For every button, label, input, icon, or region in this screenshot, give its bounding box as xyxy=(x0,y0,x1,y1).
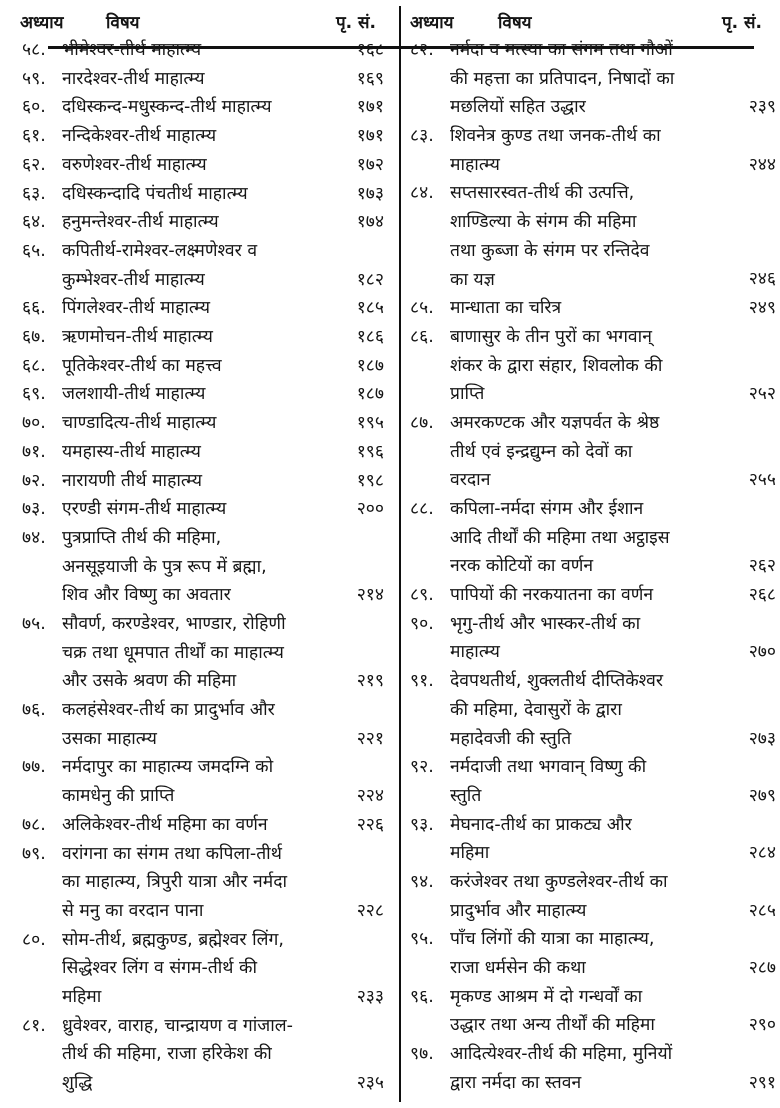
page-number: १६९ xyxy=(356,68,384,89)
chapter-number: ५८. xyxy=(22,40,46,60)
chapter-title-line: वरदान xyxy=(450,470,491,491)
toc-entry xyxy=(22,753,384,810)
chapter-title-line: वरुणेश्वर-तीर्थ माहात्म्य xyxy=(62,154,207,175)
page-number: १८५ xyxy=(356,298,384,319)
chapter-title-line: नर्मदा व मत्स्या का संगम तथा गौओं xyxy=(450,40,673,60)
chapter-title-line: शाण्डिल्या के संगम की महिमा xyxy=(450,212,637,233)
chapter-title-line: की महिमा, देवासुरों के द्वारा xyxy=(450,699,622,720)
toc-entry xyxy=(410,495,776,581)
chapter-title-line: का यज्ञ xyxy=(450,269,495,290)
chapter-title-line: शंकर के द्वारा संहार, शिवलोक की xyxy=(450,355,663,376)
chapter-number: ६७. xyxy=(22,327,46,347)
subject-column-header-right: विषय xyxy=(498,13,532,33)
page-number: १७३ xyxy=(356,183,384,204)
page-column-header-right: पृ. सं. xyxy=(722,13,762,33)
page-number: २९१ xyxy=(748,1072,776,1093)
toc-entry xyxy=(22,495,384,524)
chapter-number: ६६. xyxy=(22,298,46,319)
chapter-title-line: बाणासुर के तीन पुरों का भगवान् xyxy=(450,326,652,347)
page-number: १९६ xyxy=(356,441,384,462)
toc-entry xyxy=(22,696,384,753)
chapter-number: ८९. xyxy=(410,585,434,606)
page-number: २४९ xyxy=(748,298,776,319)
chapter-title-line: शुद्धि xyxy=(62,1073,93,1093)
page-number: २७० xyxy=(748,642,776,663)
page-number: २४४ xyxy=(748,154,776,175)
page-number: २८५ xyxy=(748,900,776,921)
chapter-title-line: कामधेनु की प्राप्ति xyxy=(62,786,175,807)
chapter-title-line: दधिस्कन्दादि पंचतीर्थ माहात्म्य xyxy=(62,183,248,204)
toc-entry xyxy=(22,294,384,323)
chapter-number: ७५. xyxy=(22,613,46,634)
chapter-number: ७८. xyxy=(22,814,46,835)
chapter-number: ८६. xyxy=(410,326,434,347)
chapter-number: ९४. xyxy=(410,871,434,892)
page-number: २८७ xyxy=(748,958,776,979)
chapter-title-line: अमरकण्टक और यज्ञपर्वत के श्रेष्ठ xyxy=(450,412,660,433)
toc-entry xyxy=(410,811,776,868)
page-number: १६८ xyxy=(356,40,384,60)
page-number: १८२ xyxy=(356,269,384,290)
toc-entry xyxy=(410,36,776,122)
page-number: २३९ xyxy=(748,97,776,118)
chapter-title-line: तथा कुब्जा के संगम पर रन्तिदेव xyxy=(450,240,650,261)
toc-entry xyxy=(410,409,776,495)
chapter-title-line: सिद्धेश्वर लिंग व संगम-तीर्थ की xyxy=(62,958,258,979)
chapter-title-line: पुत्रप्राप्ति तीर्थ की महिमा, xyxy=(62,527,222,548)
chapter-title-line: भृगु-तीर्थ और भास्कर-तीर्थ का xyxy=(450,613,641,634)
chapter-number: ९१. xyxy=(410,671,434,692)
chapter-number: ७२. xyxy=(22,470,46,491)
toc-column-right xyxy=(410,36,776,1097)
toc-entry xyxy=(22,237,384,294)
page-number: २९० xyxy=(748,1015,776,1036)
chapter-title-line: माहात्म्य xyxy=(450,154,500,175)
page-number: २२४ xyxy=(356,786,384,807)
chapter-title-line: प्राप्ति xyxy=(450,384,485,405)
chapter-number: ७०. xyxy=(22,413,46,434)
chapter-number: ८३. xyxy=(410,126,434,147)
page-number: २५५ xyxy=(748,470,776,491)
page-number: १७४ xyxy=(356,212,384,233)
toc-entry xyxy=(410,610,776,667)
chapter-title-line: उद्धार तथा अन्य तीर्थों की महिमा xyxy=(450,1015,655,1036)
page-number: २७९ xyxy=(748,785,776,806)
chapter-title-line: और उसके श्रवण की महिमा xyxy=(62,671,237,692)
page-number: २२८ xyxy=(356,900,384,921)
chapter-number: ५९. xyxy=(22,68,46,89)
toc-entry xyxy=(22,323,384,352)
chapter-title-line: करंजेश्वर तथा कुण्डलेश्वर-तीर्थ का xyxy=(450,871,668,892)
chapter-title-line: पिंगलेश्वर-तीर्थ माहात्म्य xyxy=(62,298,211,319)
toc-entry xyxy=(410,323,776,409)
toc-entry xyxy=(22,524,384,610)
page-number: १९५ xyxy=(356,413,384,434)
chapter-number: ६३. xyxy=(22,183,46,204)
toc-entry xyxy=(410,753,776,810)
toc-entry xyxy=(410,868,776,925)
chapter-title-line: स्तुति xyxy=(450,785,482,806)
chapter-title-line: वरांगना का संगम तथा कपिला-तीर्थ xyxy=(62,843,282,864)
chapter-title-line: कुम्भेश्वर-तीर्थ माहात्म्य xyxy=(62,269,205,290)
chapter-number: ९७. xyxy=(410,1044,434,1065)
chapter-title-line: अलिकेश्वर-तीर्थ महिमा का वर्णन xyxy=(62,814,268,835)
chapter-column-header: अध्याय xyxy=(20,13,64,33)
subject-column-header: विषय xyxy=(106,13,140,33)
toc-entry xyxy=(22,380,384,409)
toc-entry xyxy=(410,925,776,982)
chapter-number: ९२. xyxy=(410,757,434,778)
chapter-title-line: का माहात्म्य, त्रिपुरी यात्रा और नर्मदा xyxy=(62,872,288,893)
chapter-number: ७७. xyxy=(22,757,46,778)
chapter-title-line: सौवर्ण, करण्डेश्वर, भाण्डार, रोहिणी xyxy=(62,613,286,634)
page-number: २३५ xyxy=(356,1072,384,1093)
chapter-number: ९५. xyxy=(410,929,434,950)
chapter-title-line: पूतिकेश्वर-तीर्थ का महत्त्व xyxy=(62,355,222,376)
toc-entry xyxy=(22,122,384,151)
toc-entry xyxy=(22,180,384,209)
chapter-title-line: सप्तसारस्वत-तीर्थ की उत्पत्ति, xyxy=(450,183,635,204)
page-column-header: पृ. सं. xyxy=(336,13,376,33)
page-number: २०० xyxy=(356,499,384,520)
chapter-title-line: नन्दिकेश्वर-तीर्थ माहात्म्य xyxy=(62,126,217,147)
chapter-title-line: यमहास्य-तीर्थ माहात्म्य xyxy=(62,441,201,462)
chapter-number: ६२. xyxy=(22,154,46,175)
page-number: २३३ xyxy=(356,986,384,1007)
chapter-number: ८५. xyxy=(410,298,434,319)
chapter-title-line: मान्धाता का चरित्र xyxy=(450,298,562,319)
page-number: २६२ xyxy=(748,556,776,577)
chapter-title-line: ऋणमोचन-तीर्थ माहात्म्य xyxy=(62,327,213,347)
chapter-number: ७६. xyxy=(22,700,46,721)
chapter-title-line: आदि तीर्थों की महिमा तथा अट्ठाइस xyxy=(450,527,670,548)
chapter-number: ८७. xyxy=(410,412,434,433)
page-number: १७१ xyxy=(356,97,384,118)
toc-entry xyxy=(22,926,384,1012)
chapter-number: ८८. xyxy=(410,499,434,520)
chapter-number: ६८. xyxy=(22,355,46,376)
chapter-title-line: सोम-तीर्थ, ब्रह्मकुण्ड, ब्रह्मेश्वर लिंग, xyxy=(62,929,284,950)
chapter-number: ७९. xyxy=(22,843,46,864)
toc-column-left xyxy=(22,36,384,1098)
chapter-number: ६०. xyxy=(22,97,46,118)
chapter-title-line: जलशायी-तीर्थ माहात्म्य xyxy=(62,384,206,405)
page-number: २२६ xyxy=(356,814,384,835)
toc-entry xyxy=(22,840,384,926)
chapter-number: ८२. xyxy=(410,40,434,60)
column-divider xyxy=(399,6,401,1102)
chapter-title-line: नारायणी तीर्थ माहात्म्य xyxy=(62,470,203,491)
chapter-title-line: राजा धर्मसेन की कथा xyxy=(450,958,586,979)
chapter-number: ६९. xyxy=(22,384,46,405)
toc-entry xyxy=(22,811,384,840)
chapter-title-line: नरक कोटियों का वर्णन xyxy=(450,556,594,577)
chapter-title-line: मछलियों सहित उद्धार xyxy=(450,97,586,118)
chapter-title-line: पाँच लिंगों की यात्रा का माहात्म्य, xyxy=(450,929,655,950)
page-number: २७३ xyxy=(748,728,776,749)
chapter-title-line: महिमा xyxy=(62,986,102,1007)
chapter-title-line: महिमा xyxy=(450,843,490,864)
chapter-number: ८१. xyxy=(22,1015,46,1036)
toc-entry xyxy=(22,36,384,65)
toc-entry xyxy=(22,151,384,180)
page-number: २६८ xyxy=(748,585,776,606)
chapter-title-line: दधिस्कन्द-मधुस्कन्द-तीर्थ माहात्म्य xyxy=(62,97,272,118)
chapter-title-line: महादेवजी की स्तुति xyxy=(450,728,572,749)
chapter-title-line: की महत्ता का प्रतिपादन, निषादों का xyxy=(450,68,675,89)
toc-entry xyxy=(22,610,384,696)
chapter-title-line: पापियों की नरकयातना का वर्णन xyxy=(450,585,654,606)
chapter-number: ६५. xyxy=(22,240,46,261)
chapter-title-line: ध्रुवेश्वर, वाराह, चान्द्रायण व गांजाल- xyxy=(62,1015,293,1036)
chapter-title-line: नर्मदापुर का माहात्म्य जमदग्नि को xyxy=(62,757,274,778)
chapter-title-line: नारदेश्वर-तीर्थ माहात्म्य xyxy=(62,68,205,89)
page-number: १८७ xyxy=(356,355,384,376)
chapter-number: ९६. xyxy=(410,986,434,1007)
toc-entry xyxy=(410,1040,776,1097)
toc-entry xyxy=(22,65,384,94)
page-number: २८४ xyxy=(748,843,776,864)
chapter-column-header-right: अध्याय xyxy=(410,13,454,33)
toc-entry xyxy=(410,581,776,610)
toc-entry xyxy=(410,179,776,294)
chapter-number: ७३. xyxy=(22,499,46,520)
chapter-title-line: तीर्थ की महिमा, राजा हरिकेश की xyxy=(62,1044,272,1065)
toc-entry xyxy=(22,352,384,381)
toc-entry xyxy=(22,467,384,496)
chapter-title-line: शिवनेत्र कुण्ड तथा जनक-तीर्थ का xyxy=(450,126,661,147)
chapter-title-line: भीमेश्वर-तीर्थ माहात्म्य xyxy=(62,40,202,60)
page-number: २१९ xyxy=(356,671,384,692)
chapter-title-line: उसका माहात्म्य xyxy=(62,728,157,749)
toc-entry xyxy=(410,122,776,179)
chapter-title-line: चाण्डादित्य-तीर्थ माहात्म्य xyxy=(62,413,217,434)
chapter-title-line: आदित्येश्वर-तीर्थ की महिमा, मुनियों xyxy=(450,1044,673,1065)
chapter-title-line: शिव और विष्णु का अवतार xyxy=(62,585,231,606)
chapter-number: ९३. xyxy=(410,814,434,835)
chapter-number: ७४. xyxy=(22,527,46,548)
toc-entry xyxy=(22,409,384,438)
page-number: १८६ xyxy=(356,327,384,347)
toc-entry xyxy=(410,983,776,1040)
chapter-title-line: मृकण्ड आश्रम में दो गन्धर्वों का xyxy=(450,986,643,1007)
chapter-title-line: हनुमन्तेश्वर-तीर्थ माहात्म्य xyxy=(62,212,219,233)
chapter-title-line: नर्मदाजी तथा भगवान् विष्णु की xyxy=(450,757,647,778)
chapter-number: ९०. xyxy=(410,613,434,634)
page-number: २२१ xyxy=(356,728,384,749)
chapter-title-line: कलहंसेश्वर-तीर्थ का प्रादुर्भाव और xyxy=(62,700,275,721)
page-number: १७१ xyxy=(356,126,384,147)
chapter-title-line: द्वारा नर्मदा का स्तवन xyxy=(450,1072,582,1093)
chapter-title-line: देवपथतीर्थ, शुक्लतीर्थ दीप्तिकेश्वर xyxy=(450,671,664,692)
toc-entry xyxy=(22,208,384,237)
toc-entry xyxy=(22,1012,384,1098)
chapter-title-line: तीर्थ एवं इन्द्रद्युम्न को देवों का xyxy=(450,441,633,462)
page-number: २१४ xyxy=(356,585,384,606)
chapter-number: ८४. xyxy=(410,183,434,204)
chapter-title-line: अनसूइयाजी के पुत्र रूप में ब्रह्मा, xyxy=(62,556,267,577)
page-number: १८७ xyxy=(356,384,384,405)
toc-entry xyxy=(410,294,776,323)
toc-entry xyxy=(410,667,776,753)
page-number: २४६ xyxy=(748,269,776,290)
chapter-number: ७१. xyxy=(22,441,46,462)
chapter-title-line: मेघनाद-तीर्थ का प्राकट्य और xyxy=(450,814,632,835)
chapter-title-line: चक्र तथा धूमपात तीर्थों का माहात्म्य xyxy=(62,642,284,663)
toc-entry xyxy=(22,438,384,467)
toc-entry xyxy=(22,93,384,122)
chapter-number: ८०. xyxy=(22,929,46,950)
chapter-title-line: प्रादुर्भाव और माहात्म्य xyxy=(450,900,587,921)
chapter-title-line: माहात्म्य xyxy=(450,642,500,663)
chapter-number: ६४. xyxy=(22,212,46,233)
chapter-title-line: कपितीर्थ-रामेश्वर-लक्ष्मणेश्वर व xyxy=(62,240,258,261)
page-number: १७२ xyxy=(356,154,384,175)
chapter-title-line: एरण्डी संगम-तीर्थ माहात्म्य xyxy=(62,499,227,520)
chapter-title-line: से मनु का वरदान पाना xyxy=(62,900,204,921)
page-number: २५२ xyxy=(748,384,776,405)
page-number: १९८ xyxy=(356,470,384,491)
chapter-number: ६१. xyxy=(22,126,46,147)
chapter-title-line: कपिला-नर्मदा संगम और ईशान xyxy=(450,499,644,520)
